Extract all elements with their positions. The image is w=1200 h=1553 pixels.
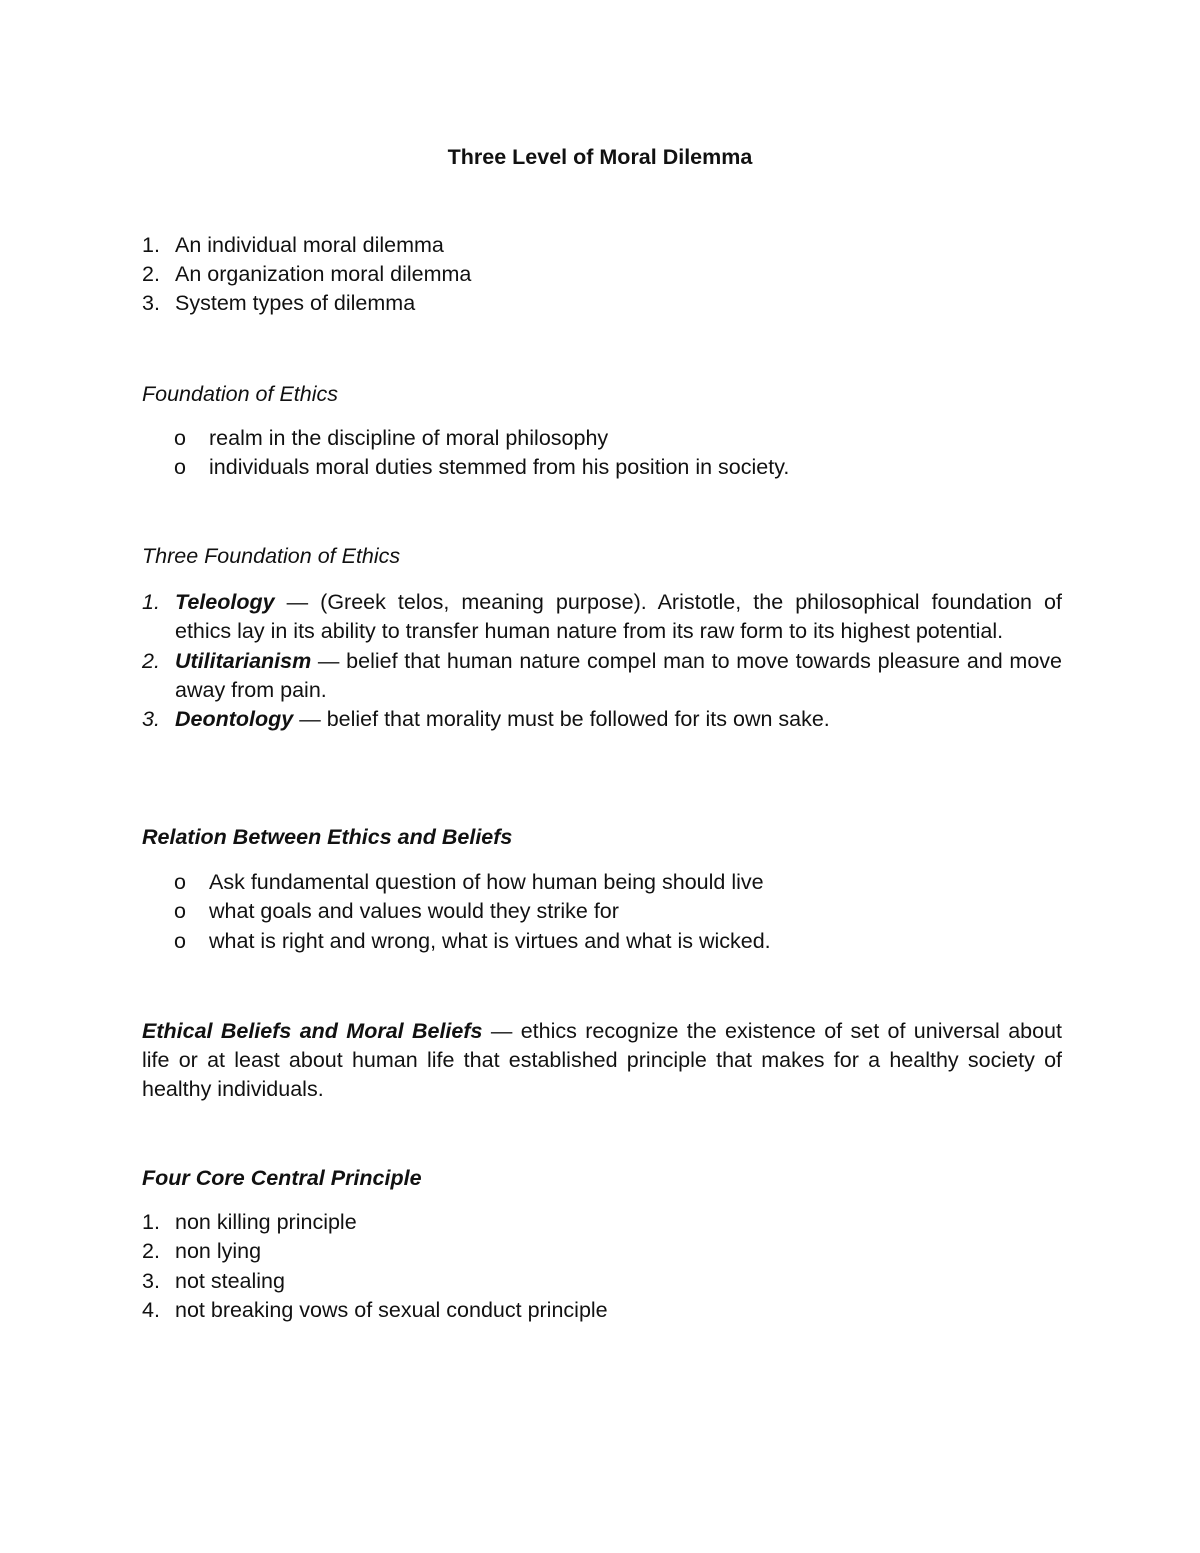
four-core-list	[142, 1208, 1062, 1325]
ethical-beliefs-paragraph	[142, 1017, 1062, 1105]
page-title: Three Level of Moral Dilemma	[447, 145, 753, 169]
list-item	[142, 1296, 1062, 1325]
item-number: 3.	[142, 291, 160, 316]
item-text: non killing principle	[175, 1210, 357, 1235]
foundation-section	[142, 380, 1062, 483]
paragraph-text: — ethics recognize the existence of set of universal about life or at least about human life that established principle that makes for a healthy society of healthy individuals.	[142, 1019, 1062, 1102]
list-item	[142, 453, 1062, 482]
list-item	[142, 424, 1062, 453]
levels-list	[142, 231, 1062, 319]
item-text: — belief that morality must be followed for its own sake.	[293, 707, 830, 732]
list-item	[142, 588, 1062, 646]
list-item	[142, 897, 1062, 926]
item-text: System types of dilemma	[175, 291, 416, 316]
list-item	[142, 231, 1062, 260]
bullet-icon: o	[174, 426, 186, 451]
levels-section	[142, 231, 1062, 319]
item-number: 1.	[142, 233, 160, 257]
term-deontology: Deontology	[175, 707, 294, 732]
item-number: 4.	[142, 1297, 160, 1322]
three-foundation-list	[142, 588, 1062, 734]
item-number: 3.	[142, 1268, 160, 1293]
section-heading: Foundation of Ethics	[142, 382, 339, 406]
item-text: An organization moral dilemma	[175, 262, 472, 287]
item-number: 2.	[142, 262, 160, 287]
item-number: 2.	[142, 1239, 160, 1264]
relation-section	[142, 823, 1062, 956]
bullet-icon: o	[174, 455, 186, 480]
list-item	[142, 1267, 1062, 1296]
list-item	[142, 868, 1062, 897]
term-teleology: Teleology	[175, 590, 275, 615]
list-item	[142, 705, 1062, 734]
list-item	[142, 1208, 1062, 1237]
section-heading: Four Core Central Principle	[142, 1166, 422, 1190]
item-text: what goals and values would they strike for	[209, 899, 619, 924]
item-text: not stealing	[175, 1268, 285, 1293]
item-text: what is right and wrong, what is virtues and what is wicked.	[209, 928, 771, 953]
section-heading: Three Foundation of Ethics	[142, 544, 401, 568]
relation-list	[142, 868, 1062, 956]
list-item	[142, 1237, 1062, 1266]
four-core-section	[142, 1164, 1062, 1325]
item-text: Ask fundamental question of how human being should live	[209, 870, 764, 895]
three-foundation-section	[142, 542, 1062, 734]
term-utilitarianism: Utilitarianism	[175, 648, 312, 673]
item-text: — (Greek telos, meaning purpose). Aristotle, the philosophical foundation of ethics lay in its ability to transfer human nature from its raw form to its highest potential.	[175, 590, 1062, 644]
bullet-icon: o	[174, 899, 186, 924]
list-item	[142, 927, 1062, 956]
item-number: 3.	[142, 707, 160, 732]
item-number: 1.	[142, 590, 160, 615]
foundation-list	[142, 424, 1062, 482]
bullet-icon: o	[174, 870, 186, 895]
paragraph-term: Ethical Beliefs and Moral Beliefs	[142, 1019, 483, 1043]
item-text: not breaking vows of sexual conduct principle	[175, 1297, 608, 1322]
item-text: realm in the discipline of moral philosophy	[209, 426, 609, 451]
item-text: individuals moral duties stemmed from his position in society.	[209, 455, 790, 480]
item-text: An individual moral dilemma	[175, 233, 444, 257]
bullet-icon: o	[174, 928, 186, 953]
item-number: 1.	[142, 1210, 160, 1235]
list-item	[142, 647, 1062, 705]
list-item	[142, 260, 1062, 289]
section-heading: Relation Between Ethics and Beliefs	[142, 825, 513, 849]
item-number: 2.	[142, 648, 160, 673]
item-text: — belief that human nature compel man to move towards pleasure and move away from pain.	[175, 648, 1062, 702]
item-text: non lying	[175, 1239, 262, 1264]
list-item	[142, 289, 1062, 318]
